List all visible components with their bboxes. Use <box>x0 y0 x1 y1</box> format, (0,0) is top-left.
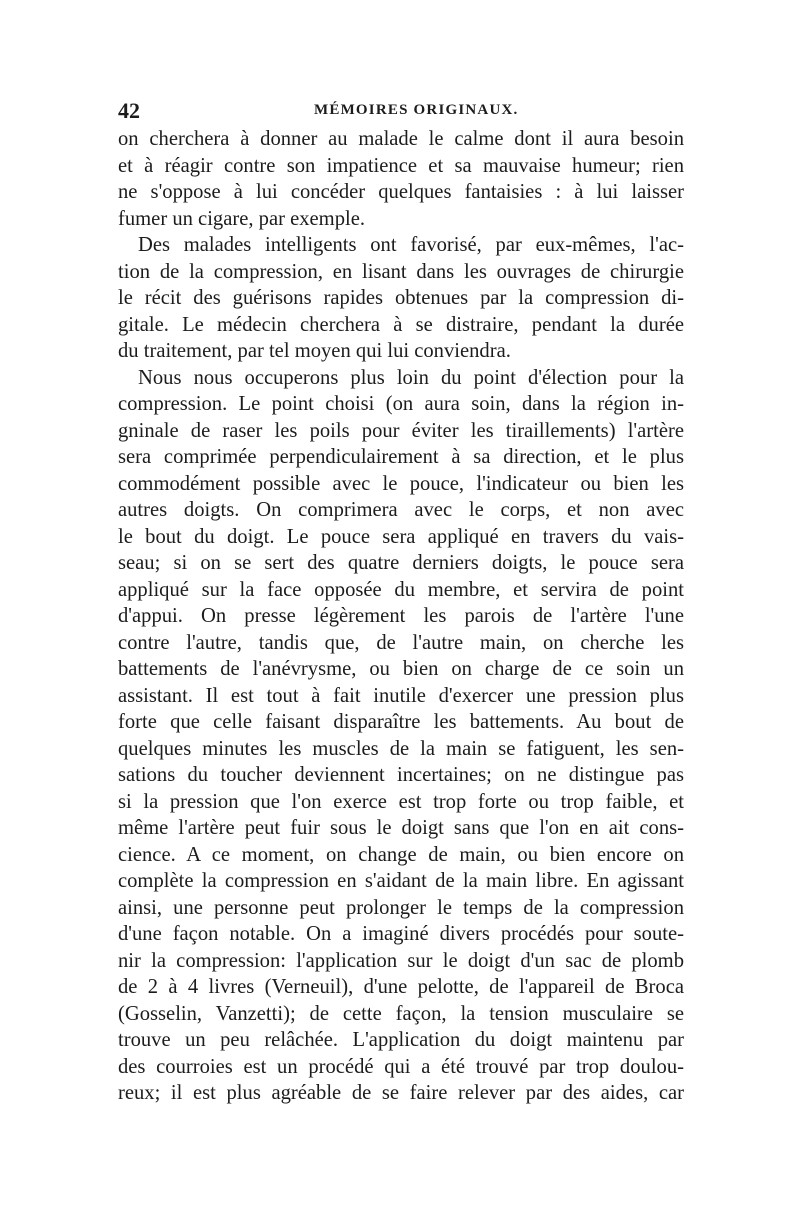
body-text <box>118 126 684 1107</box>
text-line: Nous nous occuperons plus loin du point d'élection pour la <box>138 366 684 389</box>
text-line: le bout du doigt. Le pouce sera appliqué en travers du vais- <box>118 525 684 548</box>
text-line: cience. A ce moment, on change de main, ou bien encore on <box>118 843 684 866</box>
text-line: quelques minutes les muscles de la main se fatiguent, les sen- <box>118 737 684 760</box>
text-line: appliqué sur la face opposée du membre, et servira de point <box>118 578 684 601</box>
text-line: commodément possible avec le pouce, l'indicateur ou bien les <box>118 472 684 495</box>
text-line: et à réagir contre son impatience et sa mauvaise humeur; rien <box>118 154 684 177</box>
text-line: le récit des guérisons rapides obtenues par la compression di- <box>118 287 684 309</box>
text-line: de 2 à 4 livres (Verneuil), d'une pelotte, de l'appareil de Broca <box>118 976 684 998</box>
text-line: seau; si on se sert des quatre derniers doigts, le pouce sera <box>118 552 684 574</box>
text-line: Des malades intelligents ont favorisé, par eux-mêmes, l'ac- <box>138 234 684 256</box>
text-line: si la pression que l'on exerce est trop forte ou trop faible, et <box>118 790 684 813</box>
text-line: même l'artère peut fuir sous le doigt sans que l'on en ait cons- <box>118 817 684 839</box>
text-line: trouve un peu relâchée. L'application du doigt maintenu par <box>118 1029 684 1051</box>
text-line: battements de l'anévrysme, ou bien on charge de ce soin un <box>118 658 684 680</box>
text-line: d'une façon notable. On a imaginé divers procédés pour soute- <box>118 923 684 945</box>
text-line: nir la compression: l'application sur le doigt d'un sac de plomb <box>118 949 684 972</box>
text-line: reux; il est plus agréable de se faire relever par des aides, car <box>118 1082 684 1104</box>
text-line: sera comprimée perpendiculairement à sa direction, et le plus <box>118 446 684 468</box>
text-line: forte que celle faisant disparaître les battements. Au bout de <box>118 711 684 733</box>
text-line: contre l'autre, tandis que, de l'autre main, on cherche les <box>118 631 684 654</box>
text-line: gninale de raser les poils pour éviter les tiraillements) l'artère <box>118 419 684 442</box>
text-line: sations du toucher deviennent incertaines; on ne distingue pas <box>118 764 684 786</box>
text-line: tion de la compression, en lisant dans les ouvrages de chirurgie <box>118 260 684 283</box>
text-line: ne s'oppose à lui concéder quelques fantaisies : à lui laisser <box>118 181 684 203</box>
text-line: des courroies est un procédé qui a été trouvé par trop doulou- <box>118 1055 684 1078</box>
running-title: MÉMOIRES ORIGINAUX. <box>314 102 519 118</box>
text-line: autres doigts. On comprimera avec le corps, et non avec <box>118 499 684 521</box>
text-line: ainsi, une personne peut prolonger le temps de la compression <box>118 896 684 919</box>
page-number: 42 <box>118 98 140 123</box>
text-line: (Gosselin, Vanzetti); de cette façon, la tension musculaire se <box>118 1002 684 1025</box>
text-line: d'appui. On presse légèrement les parois de l'artère l'une <box>118 605 684 627</box>
text-line: du traitement, par tel moyen qui lui conviendra. <box>118 340 511 362</box>
page-header <box>118 98 684 122</box>
text-line: assistant. Il est tout à fait inutile d'exercer une pression plus <box>118 684 684 707</box>
text-line: gitale. Le médecin cherchera à se distraire, pendant la durée <box>118 313 684 336</box>
text-line: on cherchera à donner au malade le calme dont il aura besoin <box>118 128 684 150</box>
text-line: fumer un cigare, par exemple. <box>118 207 366 230</box>
text-line: complète la compression en s'aidant de la main libre. En agissant <box>118 870 684 892</box>
text-line: compression. Le point choisi (on aura soin, dans la région in- <box>118 393 684 415</box>
